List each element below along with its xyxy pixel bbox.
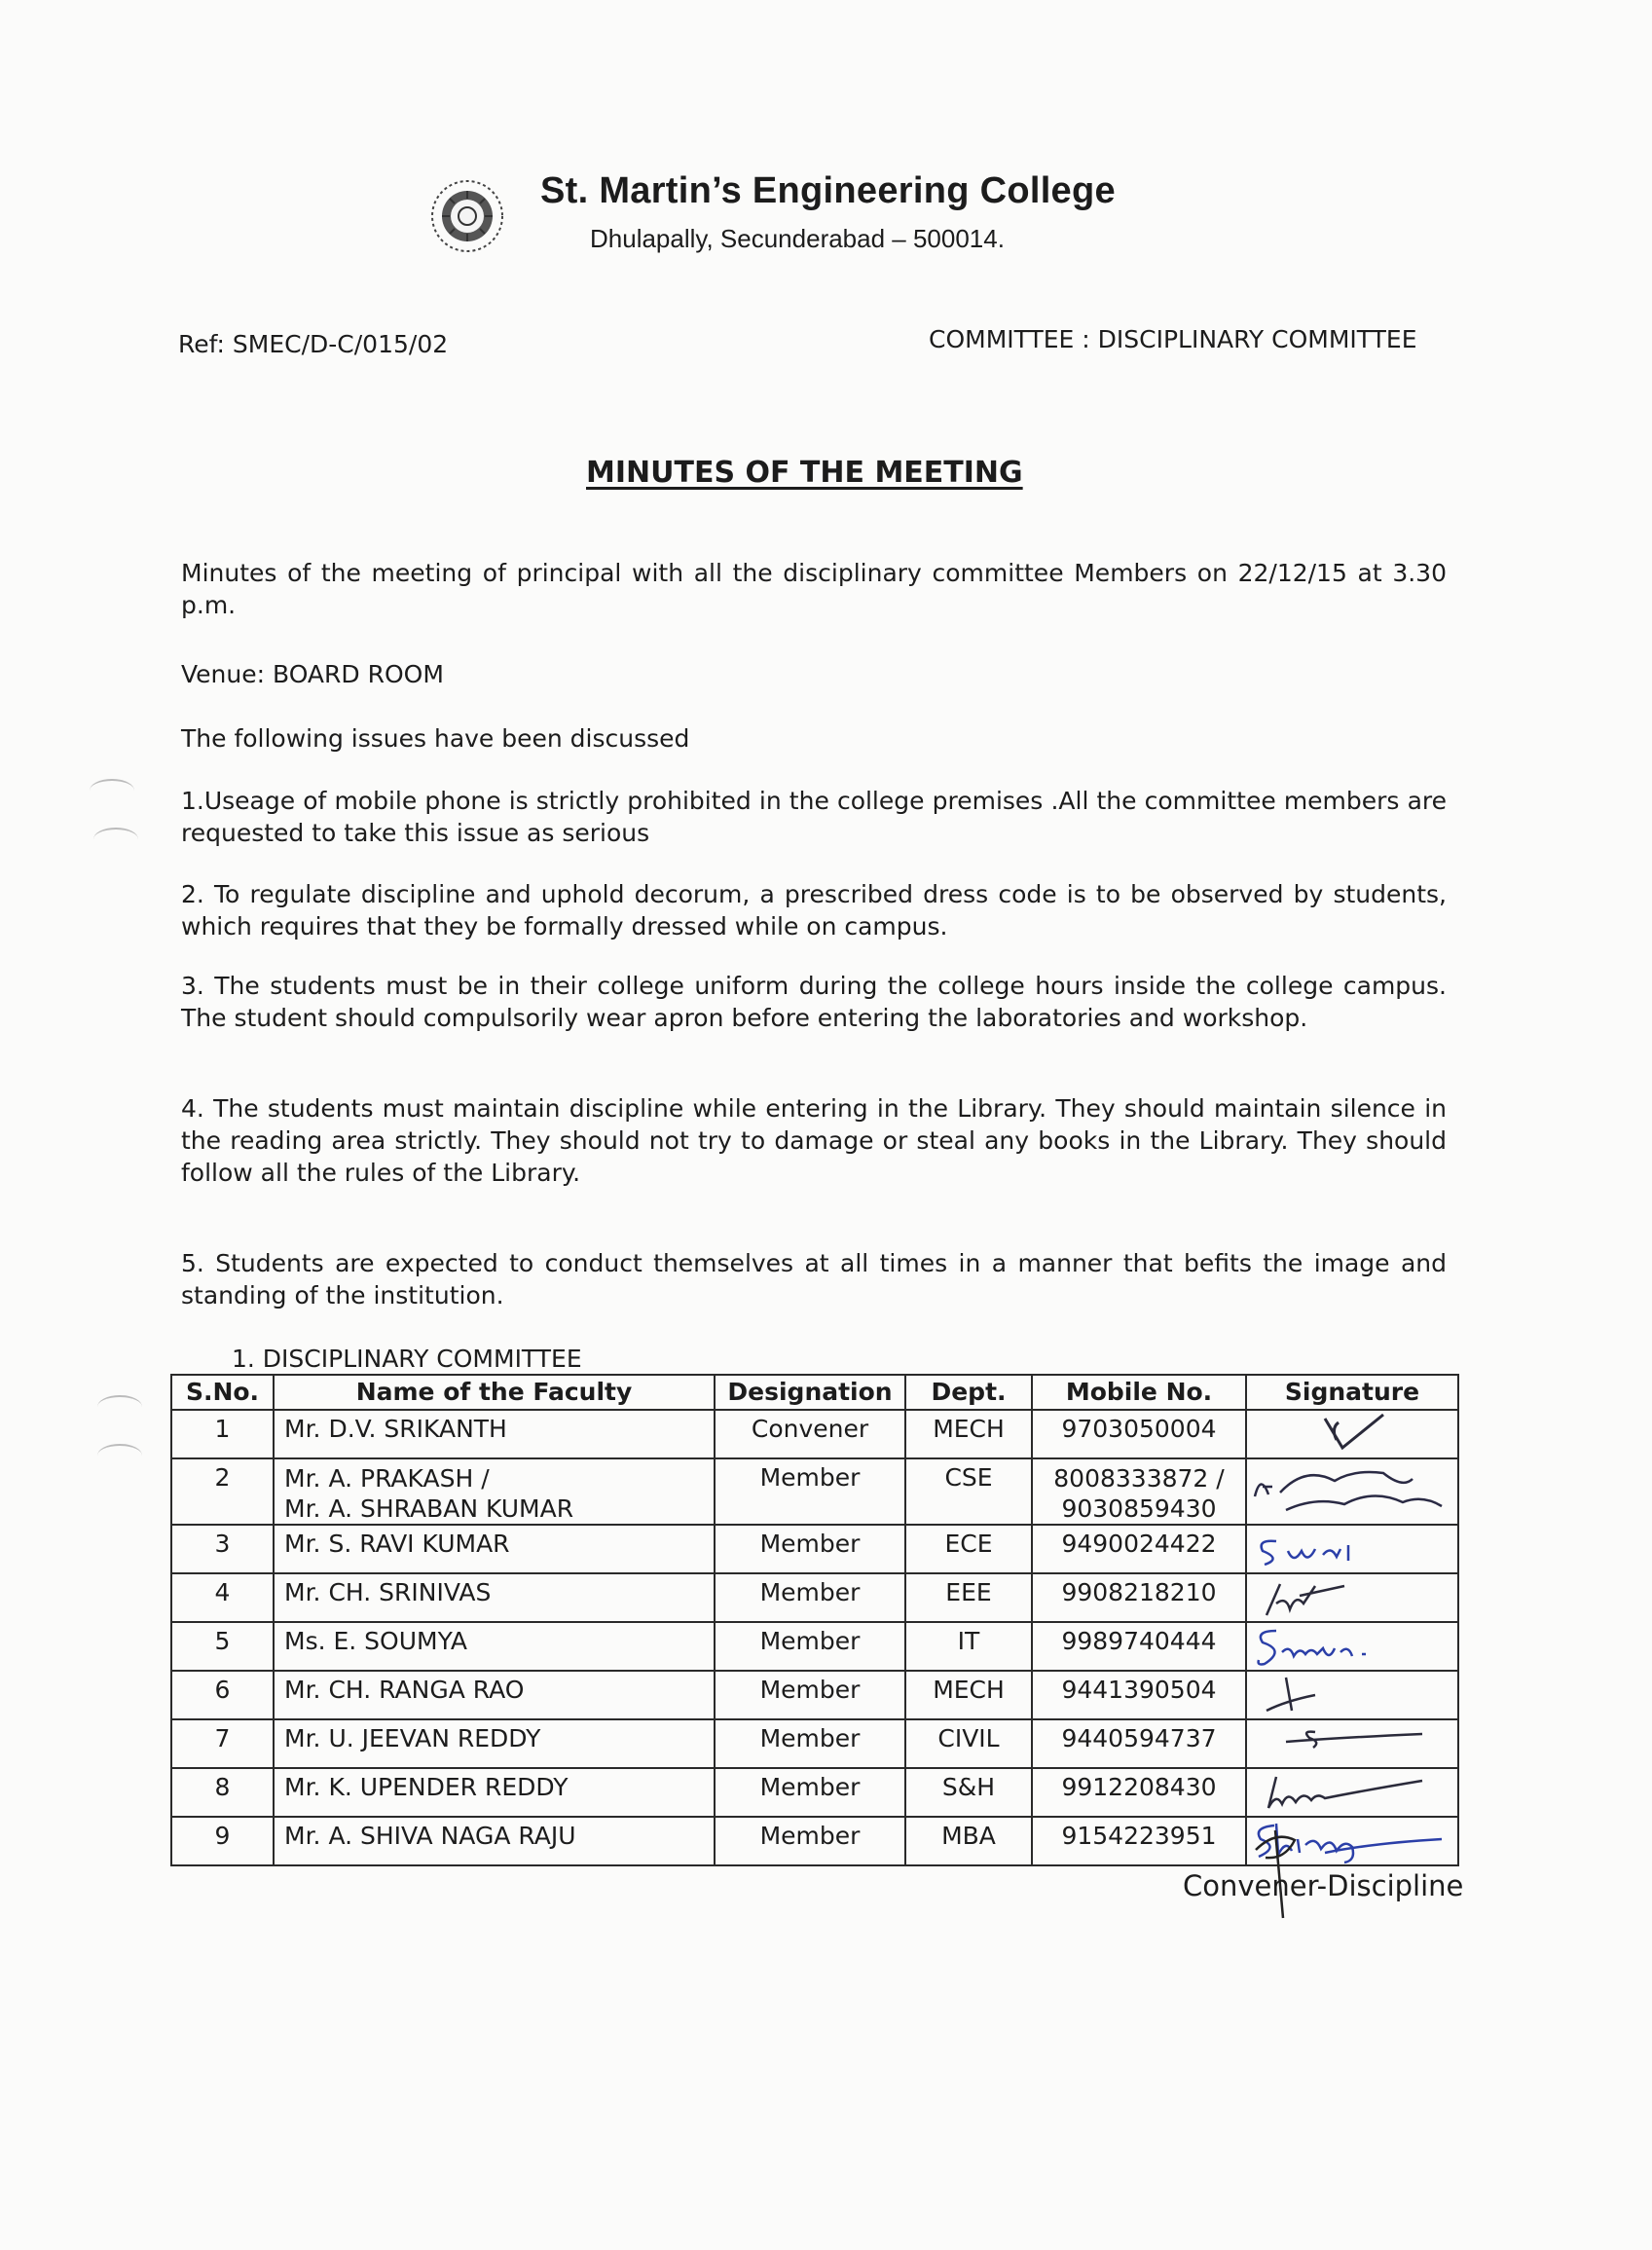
committee-name: COMMITTEE : DISCIPLINARY COMMITTEE (929, 325, 1417, 353)
col-header-name: Name of the Faculty (274, 1375, 715, 1410)
cell-mobile: 9490024422 (1032, 1525, 1246, 1573)
cell-name: Mr. S. RAVI KUMAR (274, 1525, 715, 1573)
cell-mobile: 9440594737 (1032, 1719, 1246, 1768)
table-caption: 1. DISCIPLINARY COMMITTEE (232, 1345, 582, 1373)
cell-mobile: 9989740444 (1032, 1622, 1246, 1671)
cell-name-line: Mr. A. PRAKASH / (284, 1464, 490, 1493)
punch-mark (93, 828, 138, 851)
cell-sno: 4 (171, 1573, 274, 1622)
cell-name: Mr. K. UPENDER REDDY (274, 1768, 715, 1817)
cell-designation: Member (715, 1768, 905, 1817)
intro-paragraph: Minutes of the meeting of principal with all the disciplinary committee Members on 22/12/15 at 3.30 p.m. (181, 559, 1447, 619)
cell-name: Mr. A. SHIVA NAGA RAJU (274, 1817, 715, 1865)
cell-dept: EEE (905, 1573, 1032, 1622)
issue-item: 5. Students are expected to conduct themselves at all times in a manner that befits the image and standing of the institution. (181, 1249, 1447, 1309)
issues-heading: The following issues have been discussed (181, 724, 690, 753)
cell-name-line: Mr. A. SHRABAN KUMAR (284, 1494, 574, 1523)
issue-item: 3. The students must be in their college uniform during the college hours inside the college campus. The student should compulsorily wear apron before entering the laboratories and workshop. (181, 972, 1447, 1032)
punch-mark (90, 779, 134, 802)
issue-item: 1.Useage of mobile phone is strictly prohibited in the college premises .All the committee members are requested to take this issue as serious (181, 787, 1447, 847)
cell-dept: MECH (905, 1410, 1032, 1458)
cell-sno: 9 (171, 1817, 274, 1865)
cell-name (274, 1458, 715, 1525)
cell-dept: ECE (905, 1525, 1032, 1573)
college-address: Dhulapally, Secunderabad – 500014. (590, 224, 1005, 253)
cell-designation: Member (715, 1525, 905, 1573)
cell-sno: 2 (171, 1458, 274, 1525)
col-header-signature: Signature (1246, 1375, 1458, 1410)
cell-sno: 1 (171, 1410, 274, 1458)
cell-dept: CSE (905, 1458, 1032, 1525)
cell-sno: 8 (171, 1768, 274, 1817)
convener-signature (1236, 1373, 1548, 1937)
issue-item: 4. The students must maintain discipline while entering in the Library. They should maintain silence in the reading area strictly. They should not try to damage or steal any books in the Library. They should follow all the rules of the Library. (181, 1094, 1447, 1187)
cell-sno: 5 (171, 1622, 274, 1671)
punch-mark (97, 1395, 142, 1419)
cell-designation: Member (715, 1671, 905, 1719)
cell-name: Mr. CH. RANGA RAO (274, 1671, 715, 1719)
cell-sno: 7 (171, 1719, 274, 1768)
cell-name: Mr. U. JEEVAN REDDY (274, 1719, 715, 1768)
col-header-dept: Dept. (905, 1375, 1032, 1410)
signoff-label: Convener-Discipline (1183, 1869, 1464, 1902)
cell-mobile: 9441390504 (1032, 1671, 1246, 1719)
cell-dept: MECH (905, 1671, 1032, 1719)
cell-dept: MBA (905, 1817, 1032, 1865)
cell-designation: Member (715, 1817, 905, 1865)
cell-sno: 6 (171, 1671, 274, 1719)
cell-mobile: 9912208430 (1032, 1768, 1246, 1817)
cell-mobile-line: 8008333872 / (1053, 1464, 1225, 1493)
cell-name: Mr. D.V. SRIKANTH (274, 1410, 715, 1458)
document-title: MINUTES OF THE MEETING (586, 456, 1023, 490)
cell-sno: 3 (171, 1525, 274, 1573)
cell-mobile: 9703050004 (1032, 1410, 1246, 1458)
cell-mobile (1032, 1458, 1246, 1525)
cell-mobile: 9908218210 (1032, 1573, 1246, 1622)
cell-designation: Member (715, 1458, 905, 1525)
cell-designation: Member (715, 1622, 905, 1671)
punch-mark (97, 1444, 142, 1467)
cell-name: Ms. E. SOUMYA (274, 1622, 715, 1671)
col-header-mobile: Mobile No. (1032, 1375, 1246, 1410)
issue-item: 2. To regulate discipline and uphold decorum, a prescribed dress code is to be observed by students, which requires that they be formally dressed while on campus. (181, 880, 1447, 941)
col-header-sno: S.No. (171, 1375, 274, 1410)
cell-designation: Member (715, 1573, 905, 1622)
cell-mobile-line: 9030859430 (1061, 1494, 1217, 1523)
cell-designation: Member (715, 1719, 905, 1768)
cell-dept: S&H (905, 1768, 1032, 1817)
cell-dept: IT (905, 1622, 1032, 1671)
col-header-designation: Designation (715, 1375, 905, 1410)
reference-number: Ref: SMEC/D-C/015/02 (178, 330, 449, 358)
cell-dept: CIVIL (905, 1719, 1032, 1768)
college-name: St. Martin’s Engineering College (540, 170, 1116, 211)
college-logo (428, 177, 506, 255)
cell-name: Mr. CH. SRINIVAS (274, 1573, 715, 1622)
venue-line: Venue: BOARD ROOM (181, 660, 444, 688)
cell-designation: Convener (715, 1410, 905, 1458)
cell-mobile: 9154223951 (1032, 1817, 1246, 1865)
